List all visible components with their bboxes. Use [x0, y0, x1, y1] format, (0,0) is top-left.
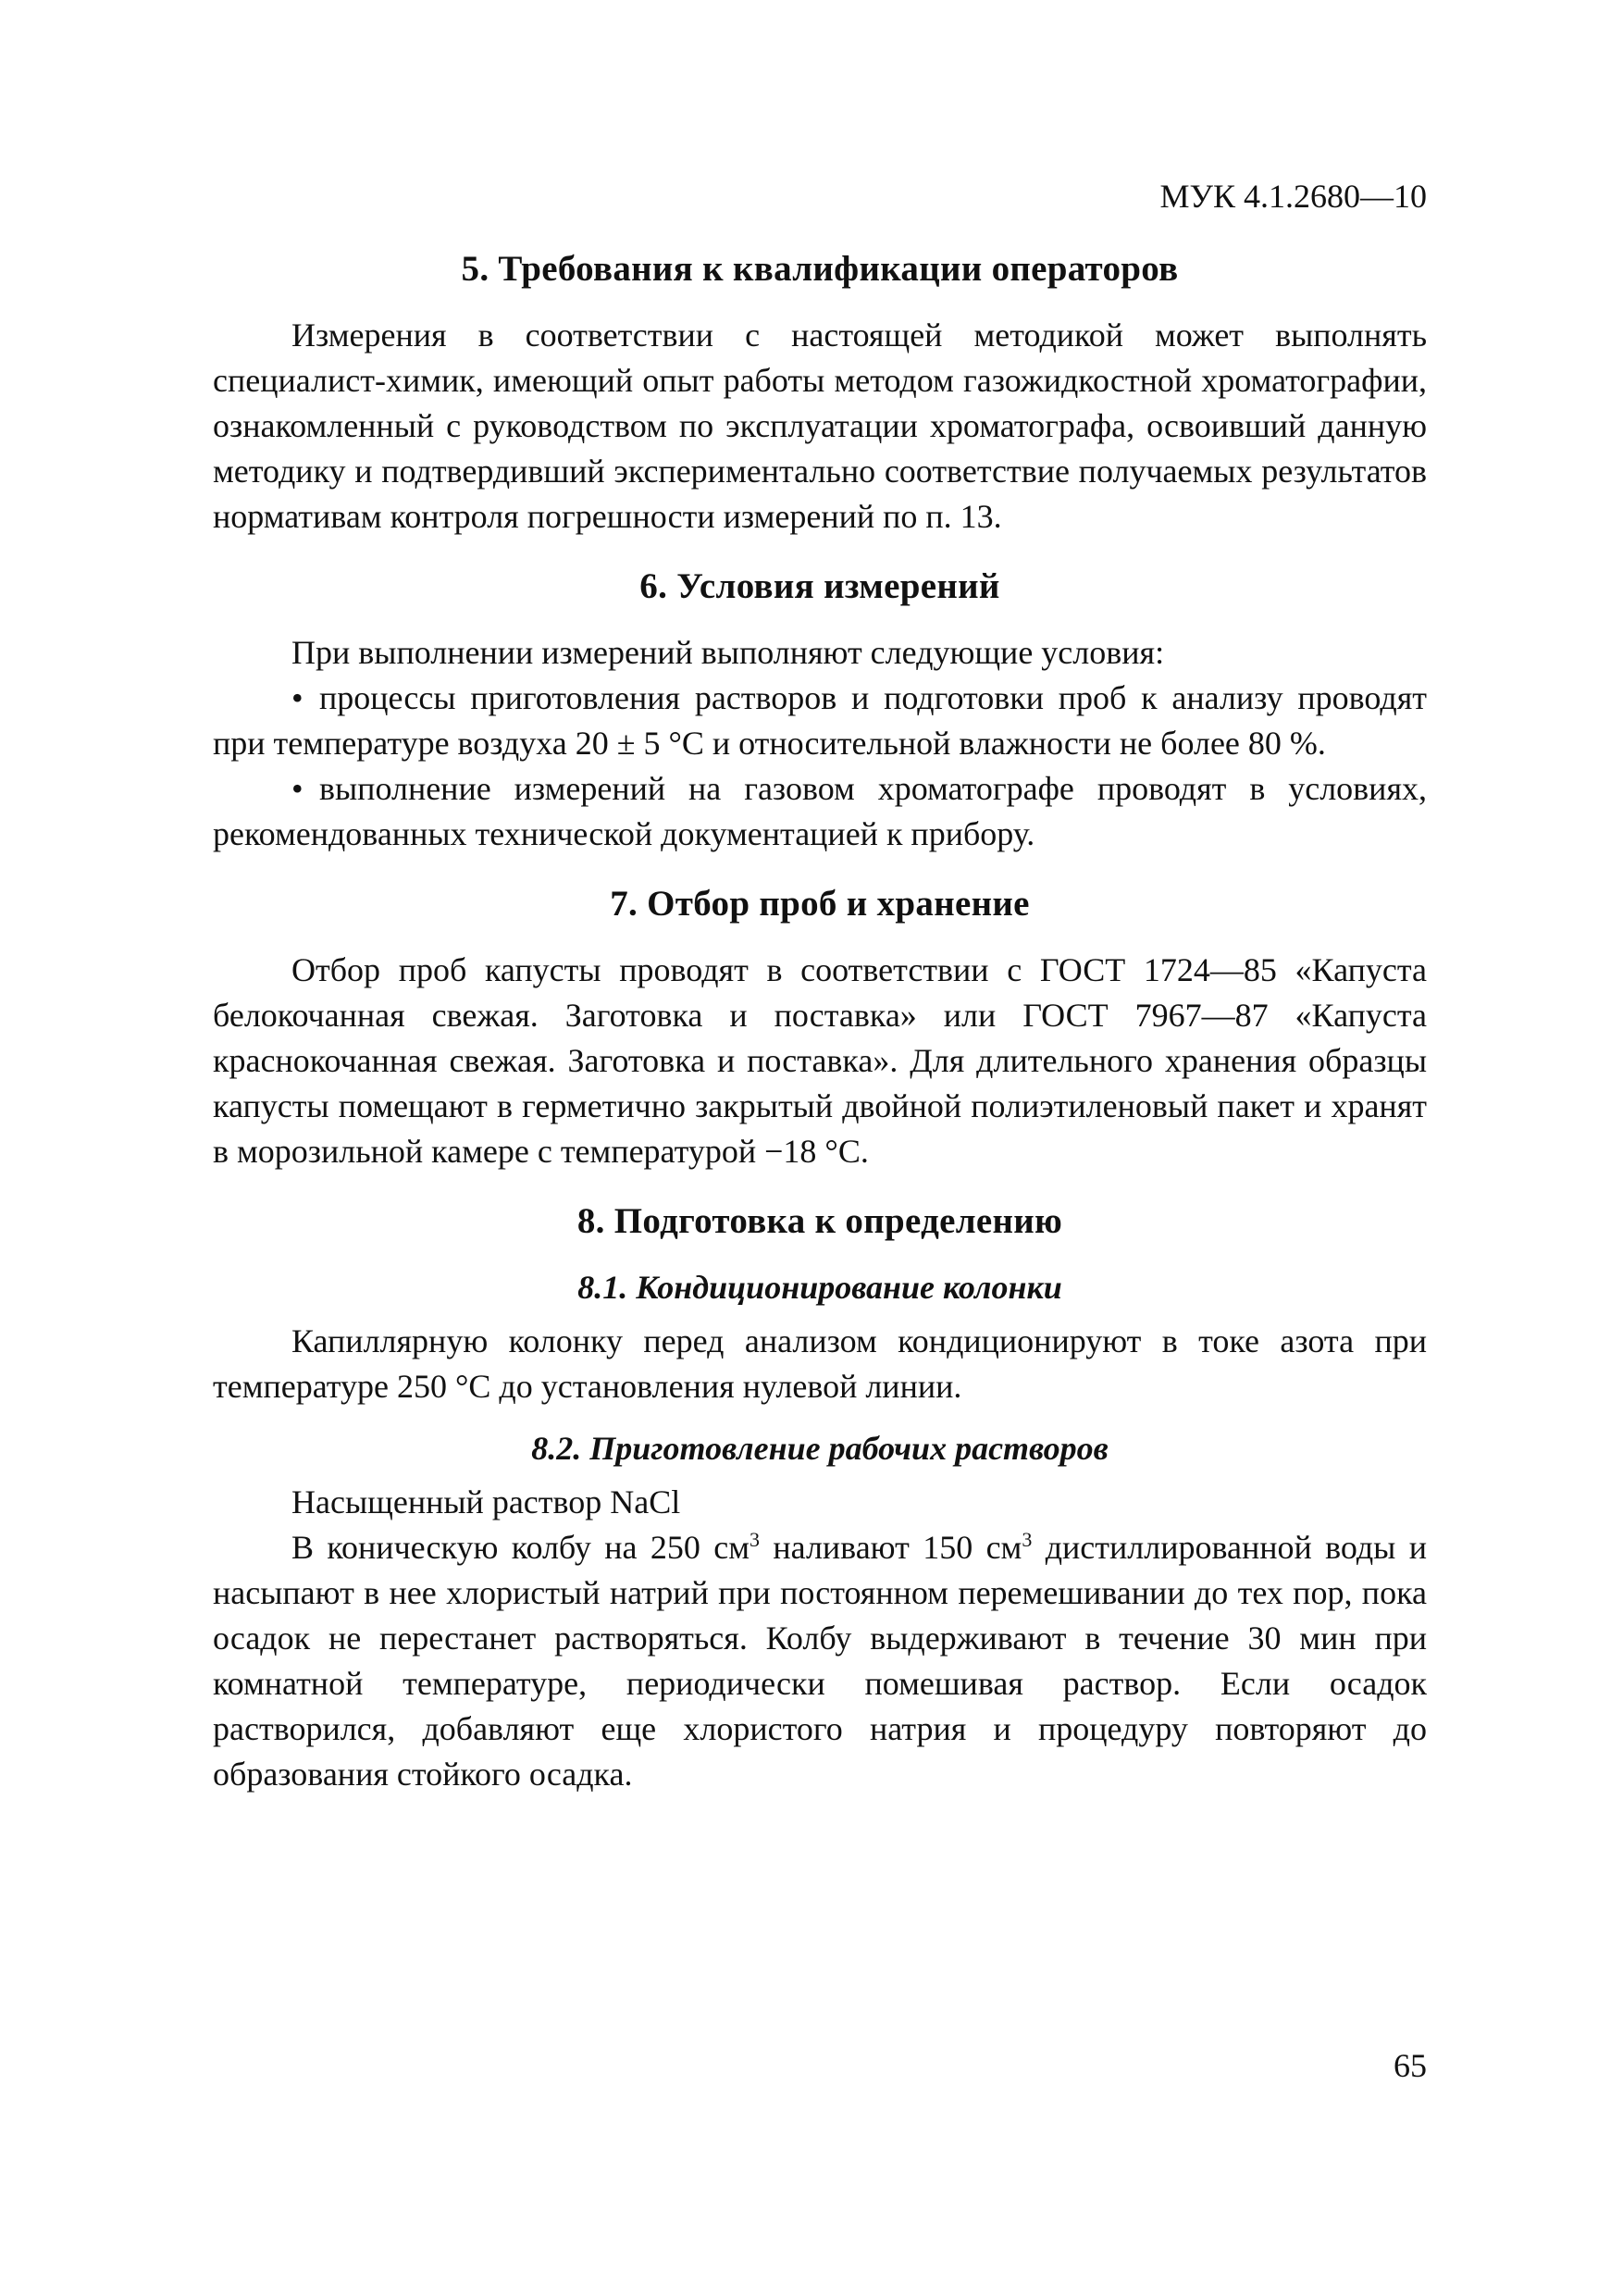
superscript: 3: [1022, 1528, 1033, 1551]
section-6-intro: При выполнении измерений выполняют следующие условия:: [291, 634, 1165, 671]
section-6-title: 6. Условия измерений: [639, 566, 1000, 606]
section-5-paragraph: Измерения в соответствии с настоящей методикой может выполнять специалист-химик, имеющий опыт работы методом газожидкостной хроматографии, ознакомленный с руководством по эксплуатации хроматографа, освоивший данную методику и подтвердивший экспериментально соответствие получаемых результатов нормативам контроля погрешности измерений по п. 13.: [213, 316, 1427, 535]
subsection-8-2-title: 8.2. Приготовление рабочих растворов: [531, 1430, 1109, 1467]
section-8-title: 8. Подготовка к определению: [576, 1201, 1063, 1241]
subsection-8-2-label: Насыщенный раствор NaCl: [291, 1483, 681, 1520]
section-6-bullet-2: [213, 766, 1427, 857]
paragraph-text-part: дистиллированной воды и насыпают в нее хлористый натрий при постоянном перемешивании до тех пор, пока осадок не перестанет растворяться. Колбу выдерживают в течение 30 мин при комнатной температуре, периодически помешивая раствор. Если осадок растворился, добавляют еще хлористого натрия и процедуру повторяют до образования стойкого осадка.: [213, 1529, 1427, 1793]
section-5-title: 5. Требования к квалификации операторов: [461, 249, 1179, 289]
section-7-paragraph: Отбор проб капусты проводят в соответствии с ГОСТ 1724—85 «Капуста белокочанная свежая. Заготовка и поставка» или ГОСТ 7967—87 «Капуста краснокочанная свежая. Заготовка и поставка». Для длительного хранения образцы капусты помещают в герметично закрытый двойной полиэтиленовый пакет и хранят в морозильной камере с температурой −18 °С.: [213, 951, 1427, 1170]
subsection-8-2-paragraph: [213, 1525, 1427, 1797]
subsection-8-1-paragraph: Капиллярную колонку перед анализом кондиционируют в токе азота при температуре 250 °С до установления нулевой линии.: [213, 1322, 1427, 1405]
section-6-bullet-1-text: процессы приготовления растворов и подготовки проб к анализу проводят при температуре воздуха 20 ± 5 °С и относительной влажности не более 80 %.: [213, 679, 1427, 762]
bullet-icon: •: [291, 679, 304, 716]
document-page: [213, 176, 1427, 1797]
superscript: 3: [750, 1528, 761, 1551]
paragraph-text-part: наливают 150 см: [760, 1529, 1022, 1566]
bullet-icon: •: [291, 770, 304, 807]
section-6-bullet-1: [213, 676, 1427, 766]
page-number: 65: [1394, 2047, 1427, 2084]
document-code-header: МУК 4.1.2680—10: [1159, 178, 1427, 215]
section-6-bullet-2-text: выполнение измерений на газовом хроматографе проводят в условиях, рекомендованных технической документацией к прибору.: [213, 770, 1427, 852]
paragraph-text-part: В коническую колбу на 250 см: [291, 1529, 750, 1566]
section-7-title: 7. Отбор проб и хранение: [610, 884, 1030, 924]
subsection-8-1-title: 8.1. Кондиционирование колонки: [577, 1269, 1062, 1306]
